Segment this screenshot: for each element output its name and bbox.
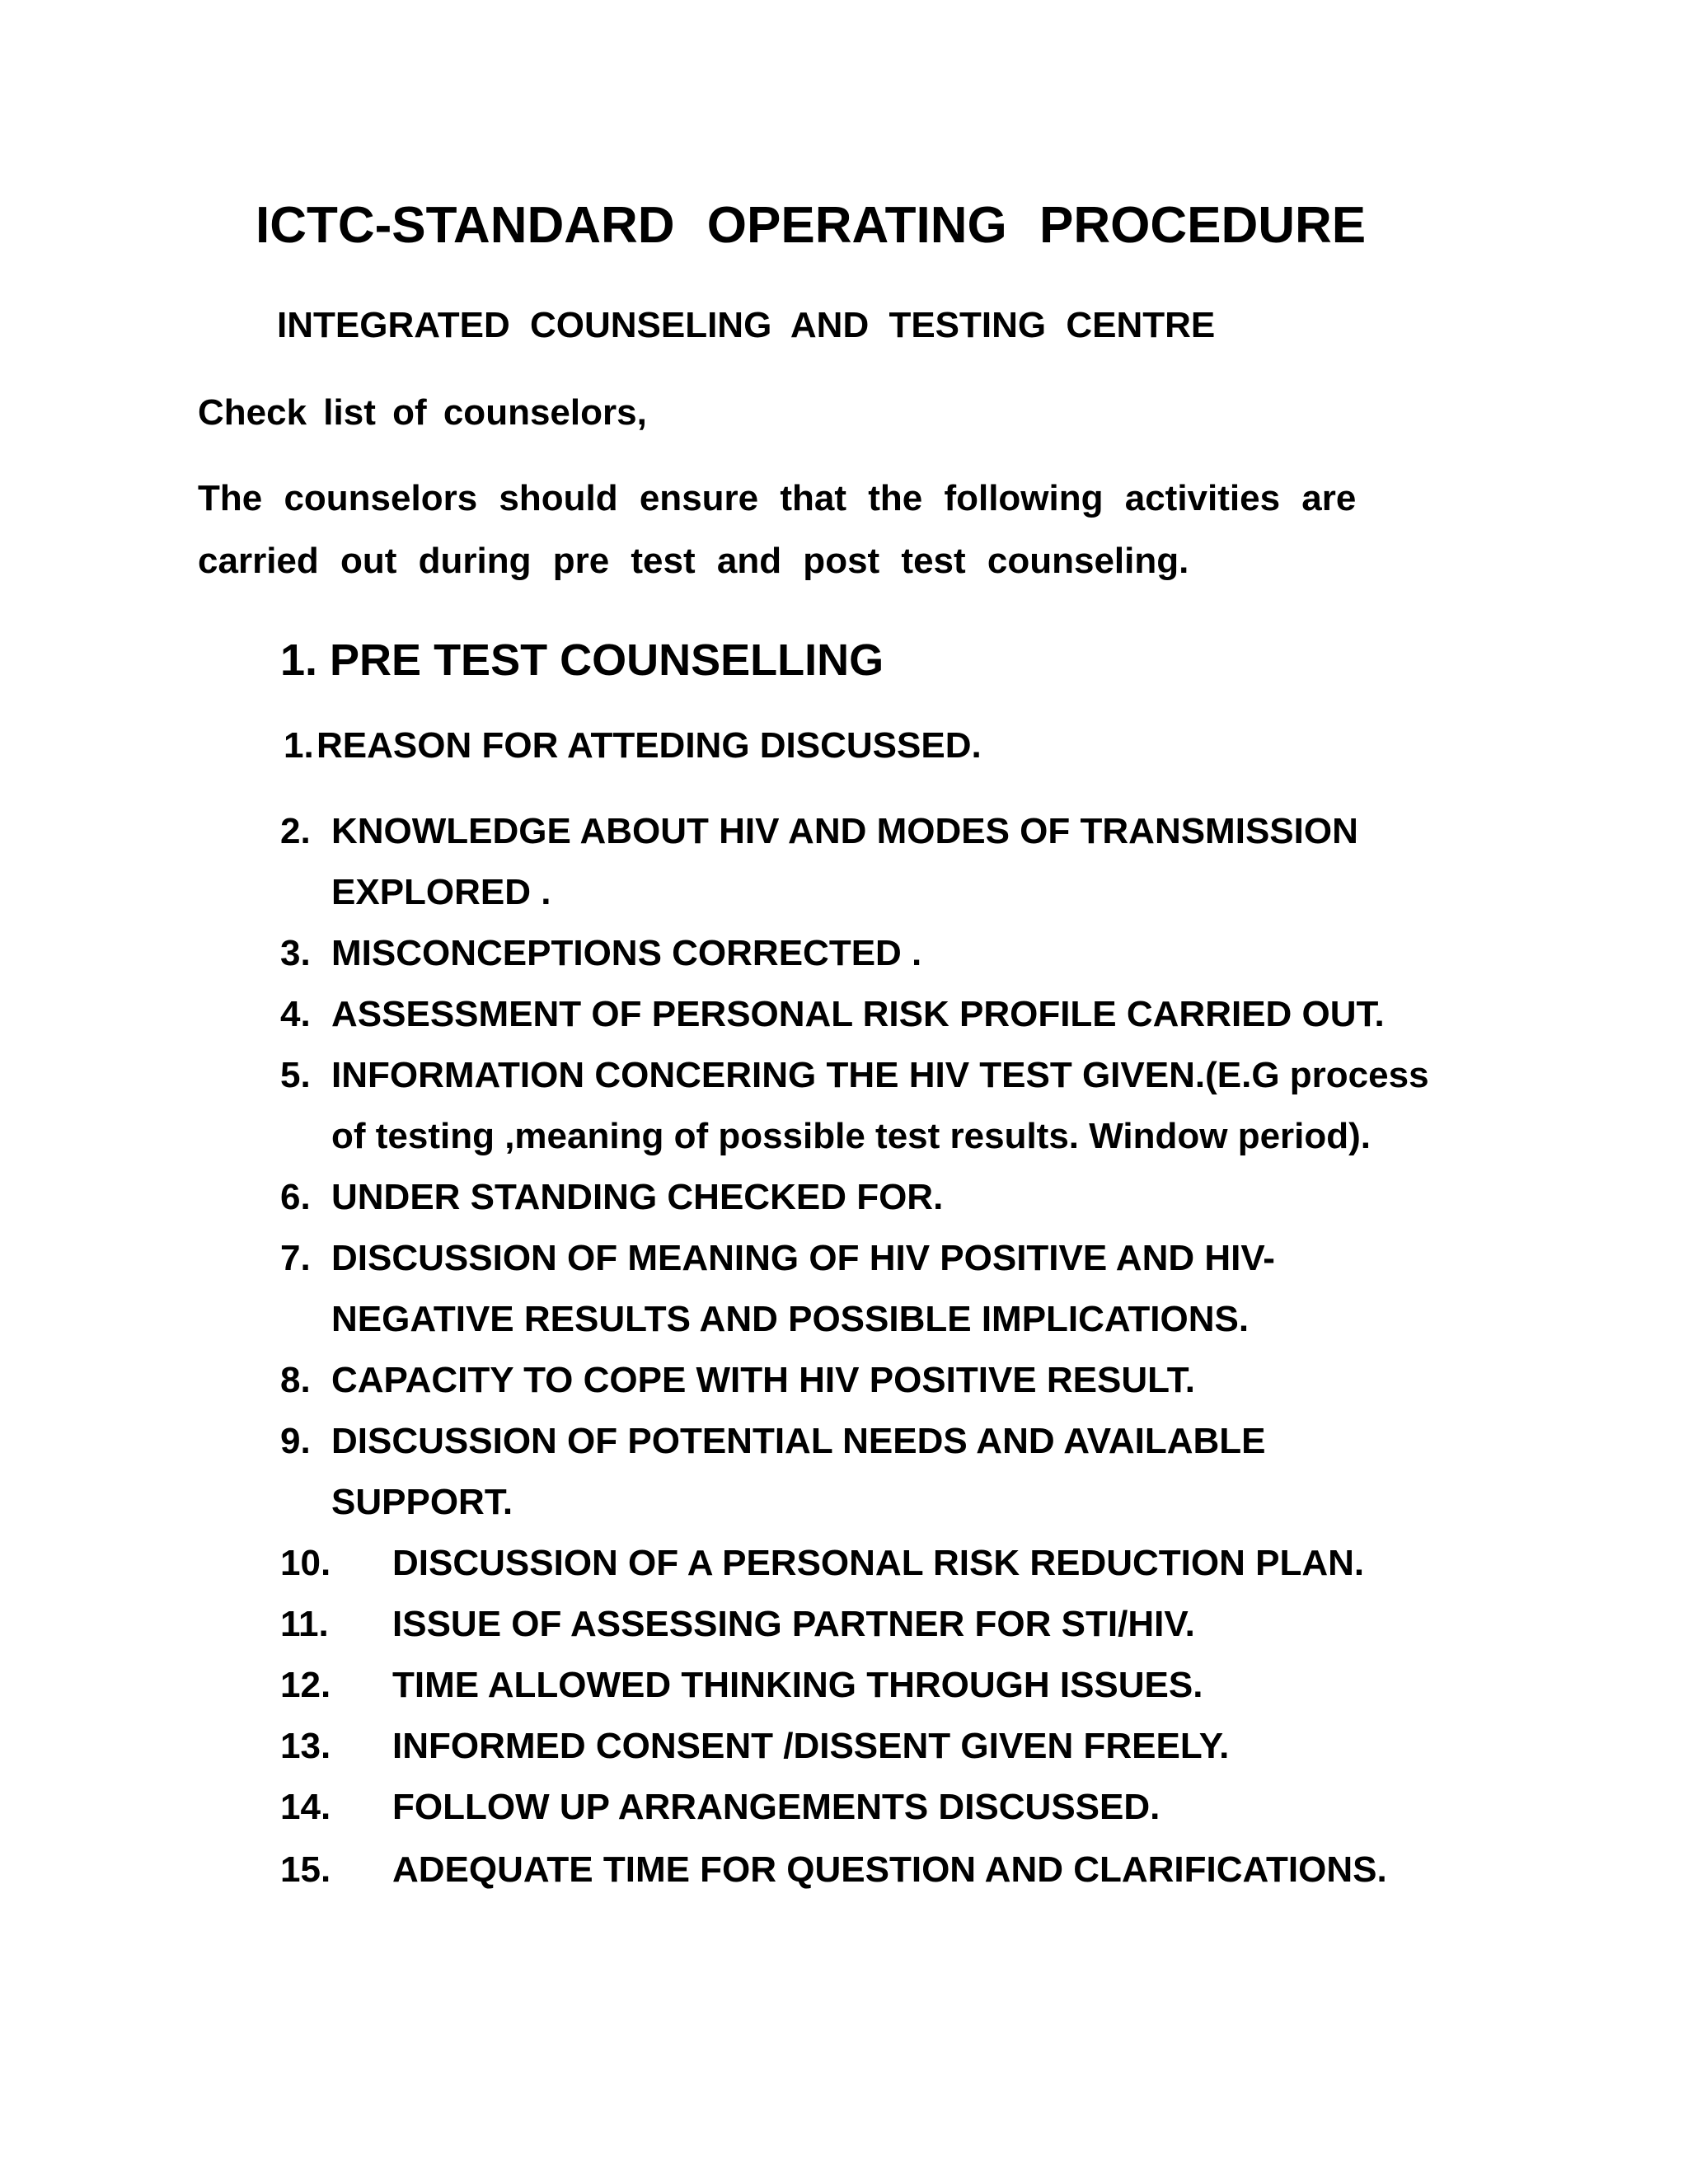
list-item-number: 6. — [280, 1177, 311, 1217]
list-item-text: of testing ,meaning of possible test results. Window period). — [331, 1116, 1372, 1156]
list-item-number: 5. — [280, 1055, 311, 1095]
list-item-number: 4. — [280, 994, 311, 1034]
list-item-text: INFORMED CONSENT /DISSENT GIVEN FREELY. — [392, 1726, 1230, 1766]
list-item-number: 14. — [280, 1787, 331, 1827]
list-item-text: UNDER STANDING CHECKED FOR. — [331, 1177, 944, 1217]
list-item-number: 10. — [280, 1543, 331, 1583]
list-item-number: 7. — [280, 1238, 311, 1278]
list-item-text: INFORMATION CONCERING THE HIV TEST GIVEN.(E.G process — [331, 1055, 1429, 1095]
list-item-text: KNOWLEDGE ABOUT HIV AND MODES OF TRANSMISSION — [331, 811, 1358, 851]
list-item-text: CAPACITY TO COPE WITH HIV POSITIVE RESULT. — [331, 1360, 1195, 1400]
list-item-text: ADEQUATE TIME FOR QUESTION AND CLARIFICATIONS. — [392, 1849, 1387, 1890]
list-item-text: DISCUSSION OF A PERSONAL RISK REDUCTION PLAN. — [392, 1543, 1365, 1583]
list-item-number: 8. — [280, 1360, 311, 1400]
section-heading: 1. PRE TEST COUNSELLING — [280, 635, 884, 685]
list-item-number: 2. — [280, 811, 311, 851]
document-title: ICTC-STANDARD OPERATING PROCEDURE — [256, 197, 1367, 254]
list-item-number: 9. — [280, 1421, 311, 1461]
intro-line-2: carried out during pre test and post test counseling. — [198, 541, 1189, 581]
document-subtitle: INTEGRATED COUNSELING AND TESTING CENTRE — [277, 305, 1216, 345]
list-item-text: DISCUSSION OF MEANING OF HIV POSITIVE AND HIV- — [331, 1238, 1275, 1278]
list-item-number: 15. — [280, 1849, 331, 1890]
list-item-text: SUPPORT. — [331, 1482, 513, 1522]
list-item-text: MISCONCEPTIONS CORRECTED . — [331, 933, 922, 973]
list-item-number: 3. — [280, 933, 311, 973]
checklist-heading: Check list of counselors, — [198, 392, 647, 433]
intro-line-1: The counselors should ensure that the following activities are — [198, 478, 1357, 518]
list-item-number: 1. — [284, 725, 314, 766]
list-item-text: ASSESSMENT OF PERSONAL RISK PROFILE CARRIED OUT. — [331, 994, 1385, 1034]
list-item-text: TIME ALLOWED THINKING THROUGH ISSUES. — [392, 1665, 1203, 1705]
list-item-text: DISCUSSION OF POTENTIAL NEEDS AND AVAILABLE — [331, 1421, 1266, 1461]
list-item-text: EXPLORED . — [331, 872, 551, 912]
list-item-number: 13. — [280, 1726, 331, 1766]
list-item-text: NEGATIVE RESULTS AND POSSIBLE IMPLICATIONS. — [331, 1299, 1250, 1339]
list-item-number: 11. — [280, 1604, 329, 1644]
list-item-text: ISSUE OF ASSESSING PARTNER FOR STI/HIV. — [392, 1604, 1195, 1644]
list-item-text: FOLLOW UP ARRANGEMENTS DISCUSSED. — [392, 1787, 1160, 1827]
list-item-number: 12. — [280, 1665, 331, 1705]
list-item-text: REASON FOR ATTEDING DISCUSSED. — [316, 725, 982, 766]
